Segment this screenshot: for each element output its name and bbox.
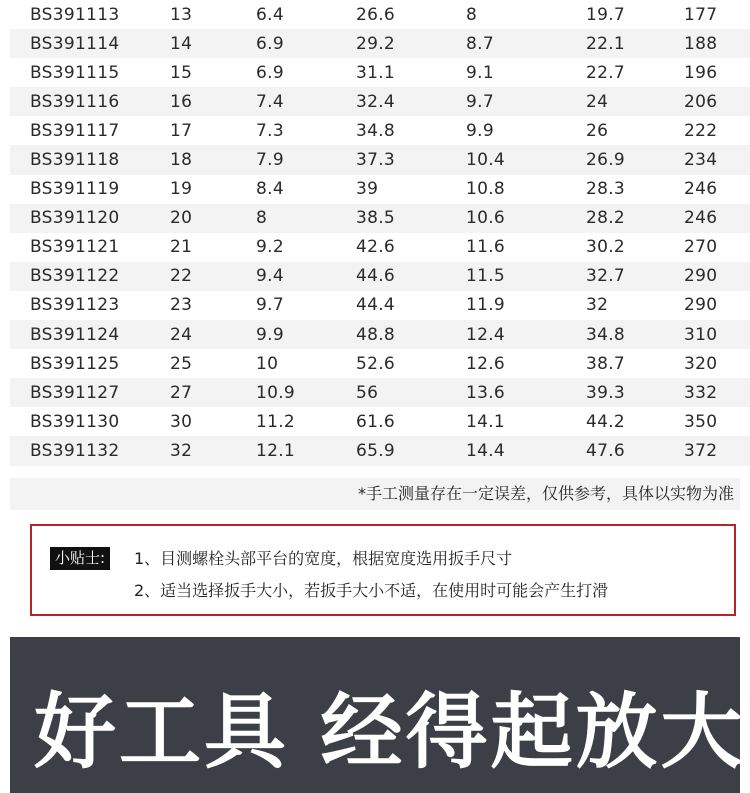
spec-value-cell: 11.6 xyxy=(466,237,506,258)
spec-value-cell: 7.3 xyxy=(256,120,284,141)
spec-value-cell: 10.8 xyxy=(466,179,506,200)
spec-value-cell: 20 xyxy=(170,204,256,233)
tip-line-2: 2、适当选择扳手大小，若扳手大小不适，在使用时可能会产生打滑 xyxy=(134,581,609,600)
table-row xyxy=(10,233,750,262)
model-number-cell: BS391116 xyxy=(10,87,170,116)
spec-value-cell: 246 xyxy=(684,179,718,200)
table-row xyxy=(10,378,750,407)
spec-value-cell: 39 xyxy=(356,179,379,200)
spec-value-cell: 222 xyxy=(684,120,718,141)
spec-value-cell: 310 xyxy=(684,320,750,349)
table-row xyxy=(10,436,750,465)
table-row xyxy=(10,116,750,145)
spec-value-cell: 28.2 xyxy=(586,204,684,233)
spec-value-cell: 12.6 xyxy=(466,353,506,374)
spec-value-cell: 23 xyxy=(170,295,193,316)
model-number-cell: BS391130 xyxy=(30,411,120,432)
spec-value-cell: 26 xyxy=(586,120,609,141)
table-row xyxy=(10,320,750,349)
spec-value-cell: 26.6 xyxy=(356,4,396,25)
spec-table-body xyxy=(10,0,750,466)
table-row xyxy=(10,87,750,116)
spec-value-cell: 19 xyxy=(170,179,193,200)
spec-value-cell: 29.2 xyxy=(356,29,466,58)
spec-table-wrapper xyxy=(10,0,740,466)
spec-value-cell: 32 xyxy=(586,295,609,316)
spec-value-cell: 30.2 xyxy=(586,237,626,258)
spec-value-cell: 9.2 xyxy=(256,237,284,258)
spec-value-cell: 9.9 xyxy=(466,120,494,141)
spec-value-cell: 246 xyxy=(684,204,750,233)
model-number-cell: BS391122 xyxy=(10,262,170,291)
spec-value-cell: 39.3 xyxy=(586,378,684,407)
spec-value-cell: 21 xyxy=(170,237,193,258)
spec-value-cell: 52.6 xyxy=(356,353,396,374)
model-number-cell: BS391127 xyxy=(10,378,170,407)
spec-value-cell: 61.6 xyxy=(356,411,396,432)
spec-value-cell: 34.8 xyxy=(356,120,396,141)
table-row xyxy=(10,291,750,320)
spec-value-cell: 17 xyxy=(170,120,193,141)
table-row xyxy=(10,58,750,87)
table-row xyxy=(10,262,750,291)
spec-value-cell: 9.7 xyxy=(466,87,586,116)
spec-value-cell: 372 xyxy=(684,436,750,465)
spec-value-cell: 6.9 xyxy=(256,29,356,58)
spec-value-cell: 290 xyxy=(684,262,750,291)
model-number-cell: BS391123 xyxy=(30,295,120,316)
spec-value-cell: 14.4 xyxy=(466,436,586,465)
spec-value-cell: 11.2 xyxy=(256,411,296,432)
spec-value-cell: 24 xyxy=(586,87,684,116)
spec-value-cell: 18 xyxy=(170,145,256,174)
model-number-cell: BS391132 xyxy=(10,436,170,465)
spec-value-cell: 10 xyxy=(256,353,279,374)
spec-value-cell: 11.5 xyxy=(466,262,586,291)
spec-value-cell: 7.4 xyxy=(256,87,356,116)
spec-value-cell: 26.9 xyxy=(586,145,684,174)
spec-value-cell: 6.9 xyxy=(256,62,284,83)
model-number-cell: BS391117 xyxy=(30,120,120,141)
spec-value-cell: 22.7 xyxy=(586,62,626,83)
spec-value-cell: 15 xyxy=(170,62,193,83)
model-number-cell: BS391120 xyxy=(10,204,170,233)
spec-value-cell: 28.3 xyxy=(586,179,626,200)
spec-value-cell: 65.9 xyxy=(356,436,466,465)
spec-value-cell: 9.7 xyxy=(256,295,284,316)
spec-value-cell: 9.1 xyxy=(466,62,494,83)
spec-value-cell: 30 xyxy=(170,411,193,432)
spec-value-cell: 13 xyxy=(170,4,193,25)
spec-value-cell: 9.4 xyxy=(256,262,356,291)
spec-value-cell: 320 xyxy=(684,353,718,374)
spec-value-cell: 56 xyxy=(356,378,466,407)
model-number-cell: BS391118 xyxy=(10,145,170,174)
spec-value-cell: 32 xyxy=(170,436,256,465)
spec-value-cell: 7.9 xyxy=(256,145,356,174)
spec-value-cell: 188 xyxy=(684,29,750,58)
spec-value-cell: 31.1 xyxy=(356,62,396,83)
measurement-note-text: *手工测量存在一定误差，仅供参考，具体以实物为准 xyxy=(357,484,734,503)
spec-value-cell: 177 xyxy=(684,4,718,25)
spec-value-cell: 14 xyxy=(170,29,256,58)
spec-value-cell: 12.4 xyxy=(466,320,586,349)
spec-value-cell: 8.7 xyxy=(466,29,586,58)
model-number-cell: BS391119 xyxy=(30,179,120,200)
spec-value-cell: 270 xyxy=(684,237,718,258)
spec-value-cell: 14.1 xyxy=(466,411,506,432)
model-number-cell: BS391113 xyxy=(30,4,120,25)
spec-value-cell: 332 xyxy=(684,378,750,407)
spec-value-cell: 22 xyxy=(170,262,256,291)
spec-value-cell: 8 xyxy=(466,4,478,25)
model-number-cell: BS391114 xyxy=(10,29,170,58)
spec-value-cell: 47.6 xyxy=(586,436,684,465)
spec-value-cell: 11.9 xyxy=(466,295,506,316)
table-row xyxy=(10,0,750,29)
spec-value-cell: 44.4 xyxy=(356,295,396,316)
table-row xyxy=(10,29,750,58)
spec-value-cell: 25 xyxy=(170,353,193,374)
spec-value-cell: 196 xyxy=(684,62,718,83)
spec-value-cell: 22.1 xyxy=(586,29,684,58)
model-number-cell: BS391125 xyxy=(30,353,120,374)
spec-value-cell: 16 xyxy=(170,87,256,116)
spec-value-cell: 8.4 xyxy=(256,179,284,200)
spec-value-cell: 206 xyxy=(684,87,750,116)
table-row xyxy=(10,407,750,436)
spec-value-cell: 234 xyxy=(684,145,750,174)
spec-value-cell: 38.7 xyxy=(586,353,626,374)
spec-value-cell: 8 xyxy=(256,204,356,233)
spec-value-cell: 42.6 xyxy=(356,237,396,258)
measurement-note xyxy=(10,478,740,510)
spec-value-cell: 32.4 xyxy=(356,87,466,116)
model-number-cell: BS391124 xyxy=(10,320,170,349)
spec-value-cell: 44.2 xyxy=(586,411,626,432)
spec-value-cell: 32.7 xyxy=(586,262,684,291)
spec-value-cell: 6.4 xyxy=(256,4,284,25)
spec-value-cell: 290 xyxy=(684,295,718,316)
spec-table xyxy=(10,0,750,466)
spec-value-cell: 10.9 xyxy=(256,378,356,407)
spec-value-cell: 10.4 xyxy=(466,145,586,174)
model-number-cell: BS391121 xyxy=(30,237,120,258)
spec-value-cell: 38.5 xyxy=(356,204,466,233)
spec-value-cell: 27 xyxy=(170,378,256,407)
tip-line-1: 1、目测螺栓头部平台的宽度，根据宽度选用扳手尺寸 xyxy=(134,549,513,568)
spec-value-cell: 37.3 xyxy=(356,145,466,174)
table-row xyxy=(10,204,750,233)
spec-value-cell: 9.9 xyxy=(256,320,356,349)
table-row xyxy=(10,349,750,378)
spec-value-cell: 48.8 xyxy=(356,320,466,349)
spec-value-cell: 24 xyxy=(170,320,256,349)
spec-value-cell: 350 xyxy=(684,411,718,432)
spec-value-cell: 44.6 xyxy=(356,262,466,291)
table-row xyxy=(10,175,750,204)
tips-badge: 小贴士: xyxy=(50,547,110,570)
table-row xyxy=(10,145,750,174)
slogan-banner xyxy=(10,637,746,793)
model-number-cell: BS391115 xyxy=(30,62,120,83)
spec-value-cell: 13.6 xyxy=(466,378,586,407)
spec-value-cell: 12.1 xyxy=(256,436,356,465)
spec-value-cell: 19.7 xyxy=(586,4,626,25)
spec-value-cell: 10.6 xyxy=(466,204,586,233)
tips-box xyxy=(30,524,736,616)
spec-value-cell: 34.8 xyxy=(586,320,684,349)
slogan-text: 好工具 经得起放大 xyxy=(34,685,746,780)
